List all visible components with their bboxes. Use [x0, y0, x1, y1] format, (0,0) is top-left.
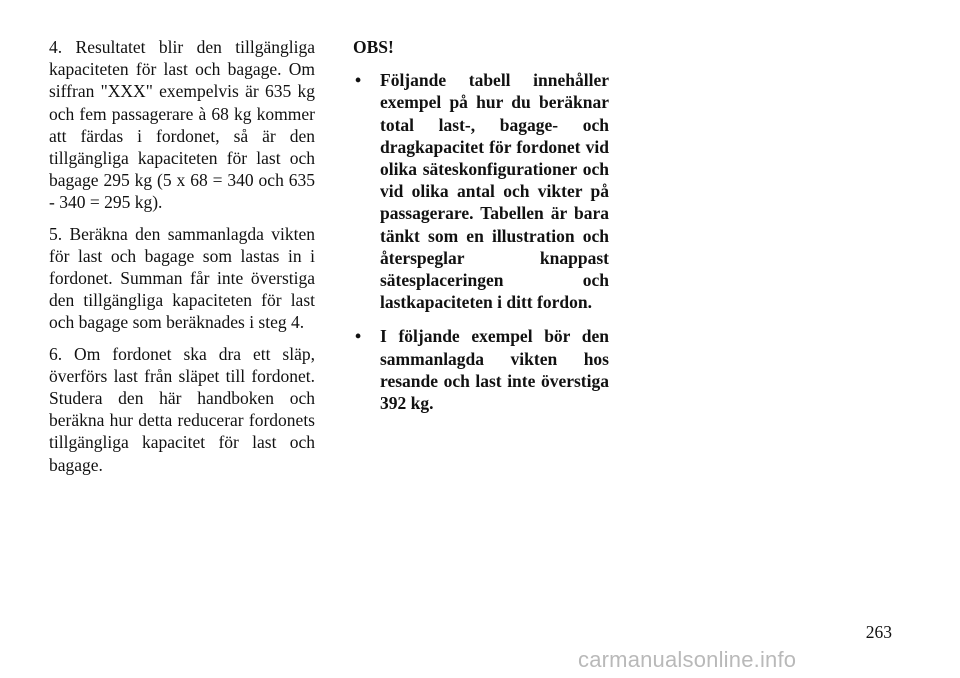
note-bullet-item	[353, 69, 609, 313]
bullet-dot-icon: •	[355, 70, 362, 91]
step-5-paragraph: 5. Beräkna den sammanlagda vikten för last och bagage som lastas in i fordonet. Summan får inte överstiga den tillgängliga kapaciteten för last och bagage som beräknades i steg 4.	[49, 223, 315, 333]
left-column	[49, 36, 315, 485]
note-bullet-text: Följande tabell innehåller exempel på hur du beräknar total last-, bagage- och dragkapacitet för fordonet vid olika säteskonfigurationer och vid olika antal och vikter på passagerare. Tabellen är bara tänkt som en illustration och återspeglar knappast sätesplaceringen och lastkapaciteten i ditt fordon.	[380, 70, 609, 313]
step-6-paragraph: 6. Om fordonet ska dra ett släp, överförs last från släpet till fordonet. Studera den här handboken och beräkna hur detta reducerar fordonets tillgängliga kapacitet för last och bagage.	[49, 343, 315, 475]
right-column	[353, 36, 609, 426]
bullet-dot-icon: •	[355, 326, 362, 347]
note-bullet-item	[353, 325, 609, 414]
note-bullet-text: I följande exempel bör den sammanlagda vikten hos resande och last inte överstiga 392 kg.	[380, 326, 609, 414]
step-4-paragraph: 4. Resultatet blir den tillgängliga kapaciteten för last och bagage. Om siffran "XXX" exempelvis är 635 kg och fem passagerare à 68 kg kommer att färdas i fordonet, så är den tillgängliga kapaciteten för last och bagage 295 kg (5 x 68 = 340 och 635 - 340 = 295 kg).	[49, 37, 315, 213]
watermark: carmanualsonline.info	[578, 647, 797, 672]
note-heading: OBS!	[353, 37, 394, 57]
page-number: 263	[865, 622, 892, 642]
